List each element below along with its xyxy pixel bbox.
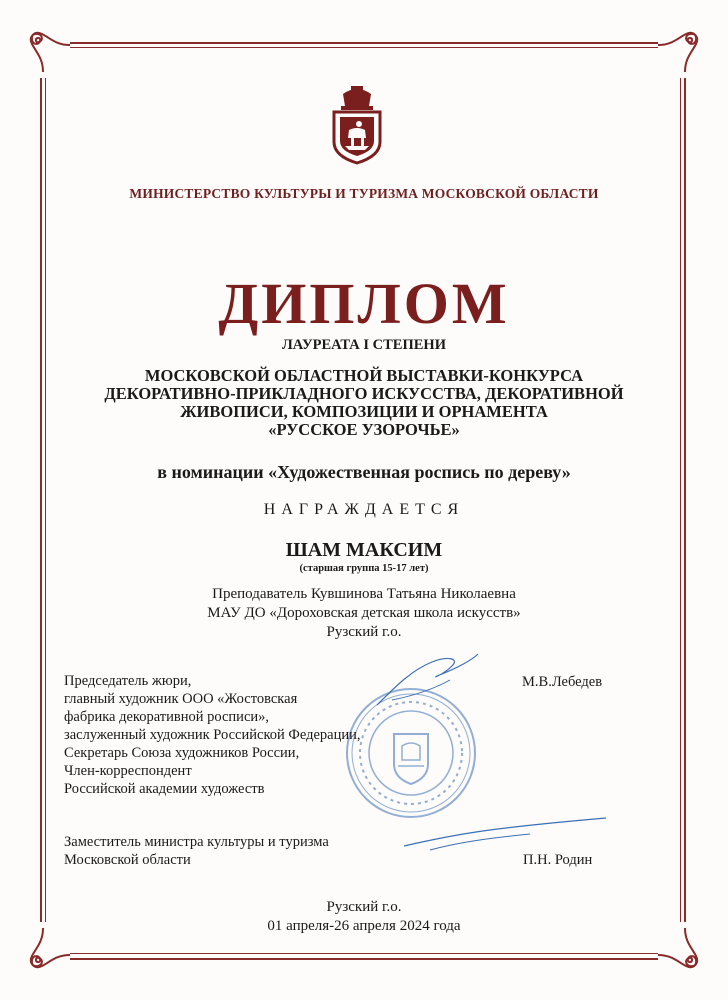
- chairman-title: [64, 672, 361, 798]
- contest-line: «РУССКОЕ УЗОРОЧЬЕ»: [268, 420, 460, 439]
- ornamental-scroll-icon: [656, 28, 702, 74]
- frame-top-inner: [70, 47, 658, 48]
- frame-left-inner: [45, 78, 46, 922]
- deputy-signature: [400, 812, 610, 852]
- age-group: (старшая группа 15-17 лет): [299, 563, 429, 574]
- frame-right-inner: [680, 78, 681, 922]
- deputy-title: [64, 833, 329, 869]
- footer: [0, 898, 728, 936]
- diploma-title: ДИПЛОМ: [218, 271, 510, 336]
- deputy-line: Заместитель министра культуры и туризма: [64, 834, 329, 850]
- contest-line: ЖИВОПИСИ, КОМПОЗИЦИИ И ОРНАМЕНТА: [180, 402, 548, 421]
- footer-place: Рузский г.о.: [326, 899, 402, 915]
- teacher-info: [0, 585, 728, 642]
- chairman-line: Секретарь Союза художников России,: [64, 745, 300, 761]
- chairman-line: Член-корреспондент: [64, 763, 192, 779]
- nomination: в номинации «Художественная роспись по дереву»: [157, 462, 571, 482]
- frame-top-outer: [70, 42, 658, 44]
- chairman-signature: [372, 650, 482, 710]
- awarded-label: НАГРАЖДАЕТСЯ: [263, 501, 465, 518]
- ornamental-scroll-icon: [26, 28, 72, 74]
- chairman-line: Председатель жюри,: [64, 673, 192, 689]
- recipient-name: ШАМ МАКСИМ: [285, 539, 443, 561]
- deputy-line: Московской области: [64, 852, 191, 868]
- chairman-line: заслуженный художник Российской Федерации,: [64, 727, 361, 743]
- frame-bottom-inner: [70, 953, 658, 954]
- laureate-degree: ЛАУРЕАТА I СТЕПЕНИ: [281, 337, 446, 353]
- chairman-line: Российской академии художеств: [64, 781, 265, 797]
- frame-bottom-outer: [70, 958, 658, 960]
- district-line: Рузский г.о.: [326, 624, 402, 640]
- footer-dates: 01 апреля-26 апреля 2024 года: [267, 918, 461, 934]
- moscow-oblast-coat-of-arms-icon: [329, 84, 385, 166]
- teacher-line: Преподаватель Кувшинова Татьяна Николаевна: [212, 586, 516, 602]
- chairman-line: фабрика декоративной росписи»,: [64, 709, 270, 725]
- frame-right-outer: [684, 78, 686, 922]
- frame-left-outer: [40, 78, 42, 922]
- chairman-signatory: М.В.Лебедев: [522, 674, 603, 690]
- contest-line: ДЕКОРАТИВНО-ПРИКЛАДНОГО ИСКУССТВА, ДЕКОРАТИВНОЙ: [104, 384, 624, 403]
- ministry-header: МИНИСТЕРСТВО КУЛЬТУРЫ И ТУРИЗМА МОСКОВСКОЙ ОБЛАСТИ: [129, 186, 599, 201]
- school-line: МАУ ДО «Дороховская детская школа искусств»: [207, 605, 521, 621]
- chairman-line: главный художник ООО «Жостовская: [64, 691, 298, 707]
- contest-title: [0, 367, 728, 439]
- contest-line: МОСКОВСКОЙ ОБЛАСТНОЙ ВЫСТАВКИ-КОНКУРСА: [144, 366, 584, 385]
- deputy-signatory: П.Н. Родин: [523, 852, 593, 868]
